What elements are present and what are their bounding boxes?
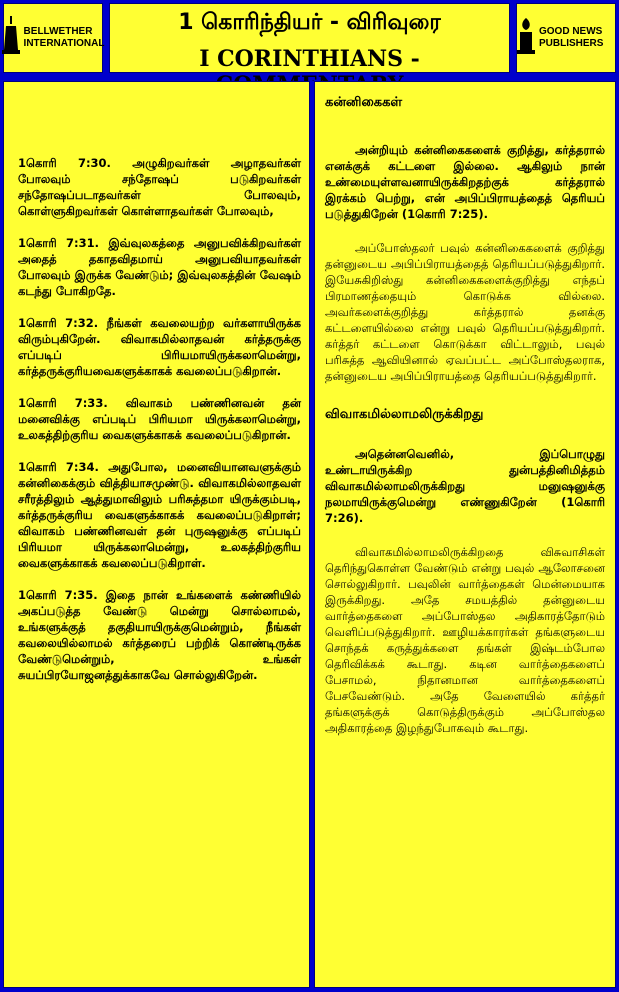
verse-7-35: 1கொரி 7:35. இதை நான் உங்களைக் கண்ணியில் அகப்படுத்த வேண்டு மென்று சொல்லாமல், உங்களுக்குத் தகுதியாயிருக்குமென்றும், நீங்கள் கவலையில்லாமல் கர்த்தரைப் பற்றிக் கொண்டிருக்க வேண்டுமென்றும், உங்கள் சுயப்பிரயோஜனத்துக்காகவே சொல்லுகிறேன். <box>18 588 301 682</box>
bellwether-logo <box>3 3 103 73</box>
verse-7-30: 1கொரி 7:30. அழுகிறவர்கள் அழாதவர்கள் போலவும் சந்தோஷப் படுகிறவர்கள் சந்தோஷப்படாதவர்கள் போலவும், கொள்ளுகிறவர்கள் கொள்ளாதவர்கள் போலவும், <box>18 156 301 218</box>
good-news-book-icon <box>517 16 535 60</box>
right-column <box>314 81 616 988</box>
title-box <box>109 3 510 73</box>
verse-7-31: 1கொரி 7:31. இவ்வுலகத்தை அனுபவிக்கிறவர்கள் அதைத் தகாதவிதமாய் அனுபவியாதவர்கள் போலவும் இருக்க வேண்டும்; இவ்வுலகத்தின் வேஷம் கடந்து போகிறதே. <box>18 236 301 298</box>
verse-7-32: 1கொரி 7:32. நீங்கள் கவலையற்ற வர்களாயிருக்க விரும்புகிறேன். விவாகமில்லாதவன் கர்த்தருக்கு எப்படிப் பிரியமாயிருக்கலாமென்று, கர்த்தருக்குரியவைகளுக்காகக் கவலைப்படுகிறான். <box>18 316 301 378</box>
verse-7-33: 1கொரி 7:33. விவாகம் பண்ணினவன் தன் மனைவிக்கு எப்படிப் பிரியமா யிருக்கலாமென்று, உலகத்திற்குரிய வைகளுக்காகக் கவலைப்படுகிறான். <box>18 396 301 442</box>
logo-right-text: GOOD NEWS PUBLISHERS <box>539 26 604 49</box>
title-tamil: 1 கொரிந்தியர் - விரிவுரை <box>178 10 441 35</box>
bellwether-bell-icon <box>2 16 20 60</box>
left-column <box>3 81 310 988</box>
section-heading-unmarried: விவாகமில்லாமலிருக்கிறது <box>325 407 484 422</box>
section-body-unmarried: விவாகமில்லாமலிருக்கிறதை விசுவாசிகள் தெரிந்துகொள்ள வேண்டும் என்று பவுல் ஆலோசனை சொல்லுகிறார். பவுலின் வார்த்தைகள் மென்மையாக இருக்கிறது. அதே சமயத்தில் தன்னுடைய வார்த்தைகளை அப்போஸ்தல அதிகாரத்தோடும் வெளிப்படுத்துகிறார். ஊழியக்காரர்கள் தங்களுடைய சொந்தக் கருத்துக்களை தங்கள் இஷ்டம்போல தெரிவிக்கக் கூடாது. கடின வார்த்தைகளைப் பேசாமல், நிதானமான வார்த்தைகளைப் பேசவேண்டும். அதே வேளையில் கர்த்தர் தங்களுக்குக் கொடுத்திருக்கும் அப்போஸ்தல அதிகாரத்தை இழந்துபோகவும் கூடாது. <box>325 545 605 735</box>
section-quote-virgins: அன்றியும் கன்னிகைகளைக் குறித்து, கர்த்தரால் எனக்குக் கட்டளை இல்லை. ஆகிலும் நான் உண்மையுள்ளவனாயிருக்கிறதற்குக் கர்த்தரால் இரக்கம் பெற்று, என் அபிப்பிராயத்தைத் தெரியப் படுத்துகிறேன் (1கொரி 7:25). <box>325 143 605 221</box>
logo-left-text: BELLWETHER INTERNATIONAL <box>23 26 105 49</box>
title-english: I CORINTHIANS - <box>199 46 420 72</box>
good-news-logo <box>516 3 616 73</box>
section-heading-virgins: கன்னிகைகள் <box>325 95 403 110</box>
section-quote-unmarried: அதென்னவெனில், இப்பொழுது உண்டாயிருக்கிற துன்பத்தினிமித்தம் விவாகமில்லாமலிருக்கிறது மனுஷனுக்கு நலமாயிருக்குமென்று எண்ணுகிறேன் (1கொரி 7:26). <box>325 447 605 525</box>
page-header <box>3 3 616 75</box>
section-body-virgins: அப்போஸ்தலர் பவுல் கன்னிகைகளைக் குறித்து தன்னுடைய அபிப்பிராயத்தைத் தெரியப்படுத்துகிறார். இயேசுகிறிஸ்து கன்னிகைகளைக்குறித்து எந்தப் பிரமாணத்தையும் கொடுக்க வில்லை. அவர்களைக்குறித்து கர்த்தரால் தனக்கு கட்டளையில்லை என்று பவுல் தெரியப்படுத்துகிறார். கர்த்தர் கட்டளை கொடுக்கா விட்டாலும், பவுல் பரிசுத்த ஆவியினால் ஏவப்பட்ட அப்போஸ்தலராக, தன்னுடைய அபிப்பிராயத்தை தெரியப்படுத்துகிறார். <box>325 241 605 383</box>
verse-7-34: 1கொரி 7:34. அதுபோல, மனைவியானவளுக்கும் கன்னிகைக்கும் வித்தியாசமுண்டு. விவாகமில்லாதவள் சரீரத்திலும் ஆத்துமாவிலும் பரிசுத்தமா யிருக்கும்படி, கர்த்தருக்குரிய வைகளுக்காகக் கவலைப்படுகிறாள்; விவாகம் பண்ணினவள் தன் புருஷனுக்கு எப்படிப் பிரியமா யிருக்கலாமென்று, உலகத்திற்குரிய வைகளுக்காகக் கவலைப்படுகிறாள். <box>18 460 301 570</box>
